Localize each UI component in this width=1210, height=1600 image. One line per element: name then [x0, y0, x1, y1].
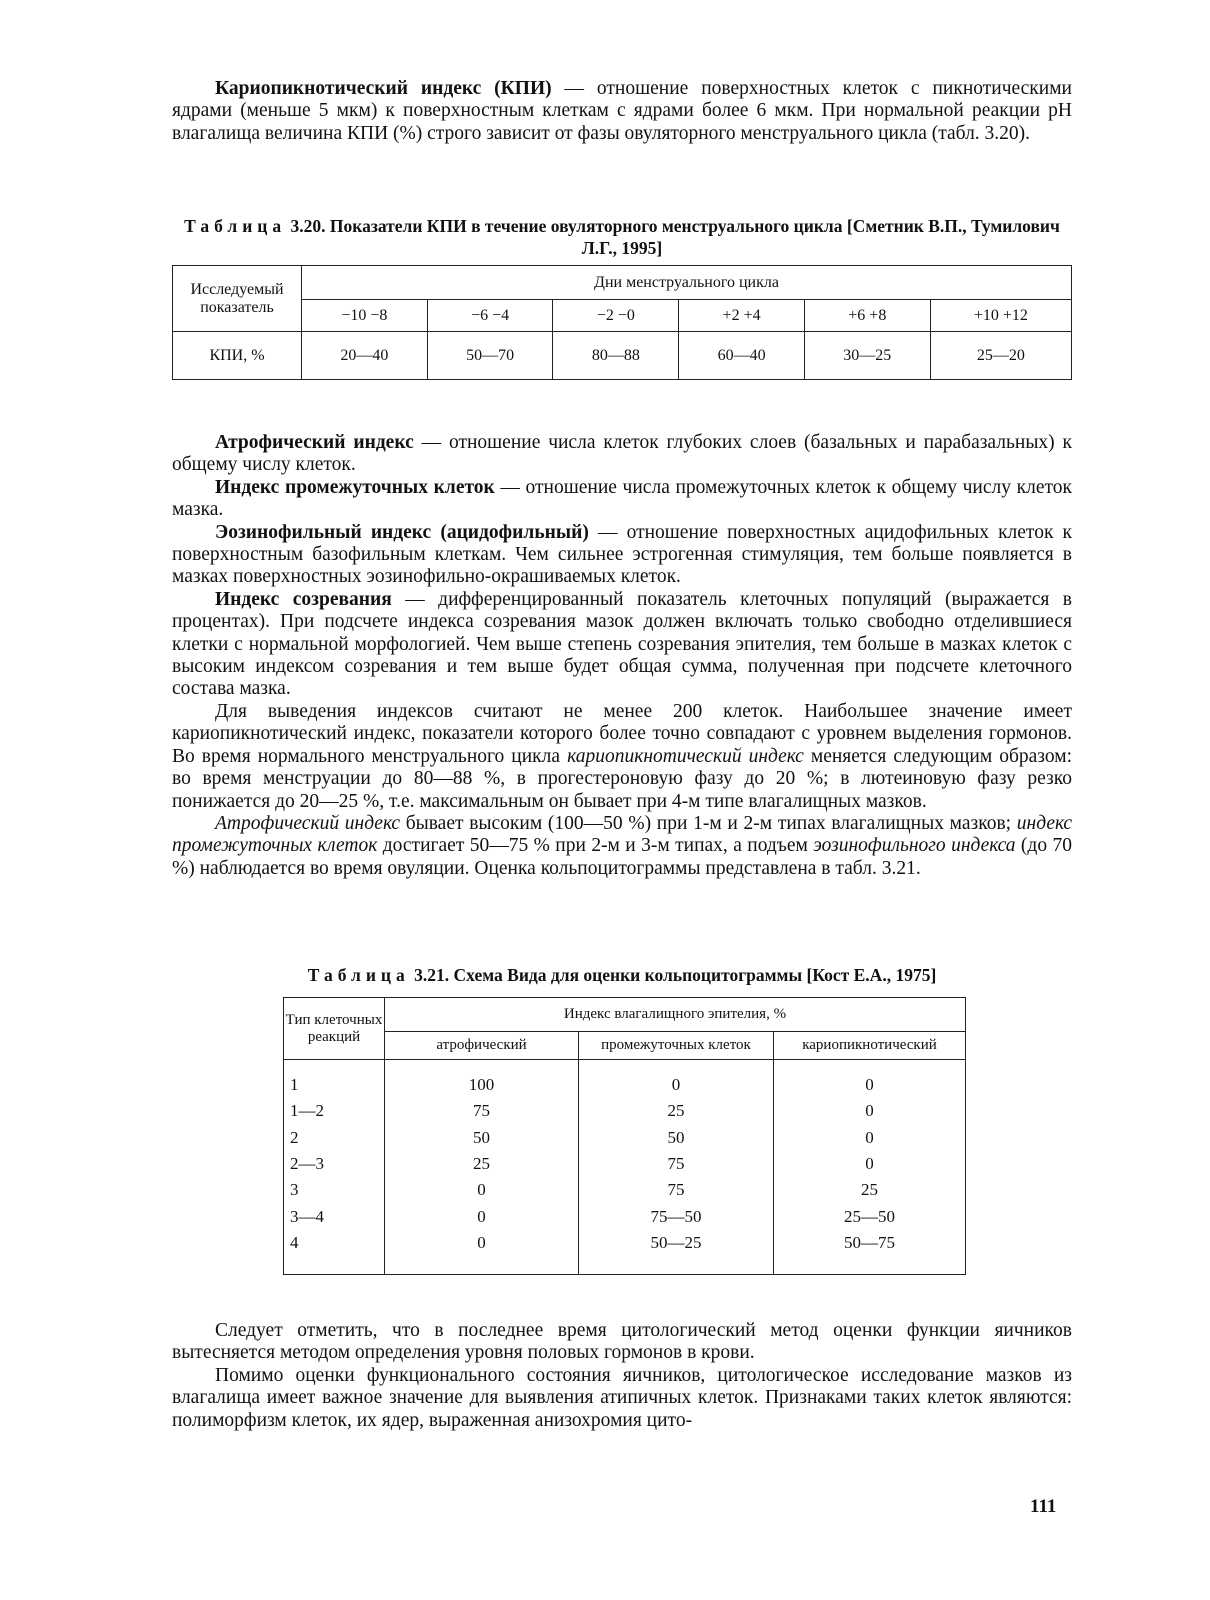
table1-value: 30—25: [804, 332, 930, 380]
paragraph-text: (до 70 %) наблюдается во время овуляции. Оценка кольпоцитограммы представлена в табл. 3.21.: [172, 835, 1073, 879]
table-row: [284, 1098, 966, 1124]
table1-value: 60—40: [679, 332, 805, 380]
table2-cell: 2: [284, 1125, 385, 1151]
closing-section: [172, 1320, 1072, 1432]
paragraph-counting: [172, 701, 1072, 813]
table2-cell: 25: [774, 1177, 966, 1203]
paragraph-text: бывает высоким (100—50 %) при 1-м и 2-м типах влагалищных мазков;: [400, 812, 1017, 834]
table2-cell: 1—2: [284, 1098, 385, 1124]
table2-cell: 75: [385, 1098, 579, 1124]
table2-cell: 25: [385, 1151, 579, 1177]
table2-cell: 100: [385, 1072, 579, 1098]
table2-cell: 3: [284, 1177, 385, 1203]
table2-cell: 50—25: [579, 1230, 774, 1256]
table2-col-header: промежуточных клеток: [579, 1032, 774, 1060]
italic-term: Атрофический индекс: [215, 812, 400, 834]
table1-range: +10 +12: [930, 300, 1071, 332]
table2-cell: 50: [385, 1125, 579, 1151]
table2-cell: 0: [385, 1177, 579, 1203]
table2-cell: 1: [284, 1072, 385, 1098]
paragraph-intermediate: [172, 477, 1072, 522]
table2-caption-text: 3.21. Схема Вида для оценки кольпоцитограммы [Кост Е.А., 1975]: [414, 965, 937, 985]
table1-range: −2 −0: [553, 300, 679, 332]
paragraph-closing-1: Следует отметить, что в последнее время цитологический метод оценки функции яичников вытесняется методом определения уровня половых гормонов в крови.: [172, 1320, 1072, 1364]
table2-cell: 4: [284, 1230, 385, 1256]
table-row: [284, 1151, 966, 1177]
paragraph-text: Для выведения индексов считают не менее 200 клеток. Наибольшее значение имеет кариопикнотический индекс, показатели которого более точно совпадают с уровнем выделения гормонов. Во время нормального менструального цикла: [172, 700, 1072, 767]
table-row: [284, 1072, 966, 1098]
table-row: [284, 1177, 966, 1203]
table2-cell: 50—75: [774, 1230, 966, 1256]
table2-col-header: атрофический: [385, 1032, 579, 1060]
table1-caption-prefix: Таблица: [184, 216, 287, 236]
table-kpi: [172, 265, 1072, 380]
table2-cell: 0: [385, 1230, 579, 1256]
paragraph-text: — отношение числа клеток глубоких слоев (базальных и парабазальных) к общему числу клеток.: [172, 432, 1072, 476]
term-maturation: Индекс созревания: [215, 588, 392, 610]
paragraph-maturation: [172, 589, 1072, 701]
table1-value: 50—70: [427, 332, 553, 380]
table2-cell: 0: [774, 1098, 966, 1124]
intro-text: — отношение поверхностных клеток с пикнотическими ядрами (меньше 5 мкм) к поверхностным клеткам с ядрами более 6 мкм. При нормальной реакции pH влагалища величина КПИ (%) строго зависит от фазы овуляторного менструального цикла (табл. 3.20).: [172, 78, 1072, 144]
table1-caption-text: 3.20. Показатели КПИ в течение овуляторного менструального цикла [Сметник В.П., Тумилович Л.Г., 1995]: [290, 216, 1060, 258]
italic-term: кариопикнотический индекс: [567, 745, 804, 767]
table2-cell: 3—4: [284, 1203, 385, 1229]
table1-row-header: Исследуемый показатель: [173, 266, 302, 332]
table-row: [284, 1125, 966, 1151]
table2-col0-header: Тип клеточных реакций: [284, 998, 385, 1060]
table1-value: 80—88: [553, 332, 679, 380]
table1-range: −10 −8: [302, 300, 428, 332]
table2-cell: 2—3: [284, 1151, 385, 1177]
table2-cell: 0: [579, 1072, 774, 1098]
page-number: 111: [1030, 1496, 1057, 1517]
table2-col-header: кариопикнотический: [774, 1032, 966, 1060]
italic-term: индекс промежуточных клеток: [172, 812, 1073, 857]
term-atrophic: Атрофический индекс: [215, 432, 414, 453]
table2-cell: 0: [385, 1203, 579, 1229]
table1-range: +6 +8: [804, 300, 930, 332]
term-eosinophilic: Эозинофильный индекс (ацидофильный): [215, 521, 589, 543]
table2-caption: [172, 964, 1072, 986]
table-colpocytogram: [283, 997, 966, 1275]
indices-section: [172, 432, 1072, 880]
paragraph-summary: [172, 813, 1072, 880]
table2-cell: 0: [774, 1072, 966, 1098]
table2-cell: 25—50: [774, 1203, 966, 1229]
table1-range: −6 −4: [427, 300, 553, 332]
table-row: [284, 1203, 966, 1229]
italic-term: эозинофильного индекса: [813, 835, 1016, 857]
table1-range: +2 +4: [679, 300, 805, 332]
paragraph-text: — отношение поверхностных ацидофильных клеток к поверхностным базофильным клеткам. Чем сильнее эстрогенная стимуляция, тем больше появляется в мазках поверхностных эозинофильно-окрашиваемых клеток.: [172, 521, 1073, 588]
term-kpi: Кариопикнотический индекс (КПИ): [215, 78, 552, 99]
paragraph-eosinophilic: [172, 522, 1072, 589]
table2-caption-prefix: Таблица: [307, 965, 410, 985]
table2-cell: 75: [579, 1151, 774, 1177]
intro-paragraph: [172, 78, 1072, 145]
table-row: [284, 1230, 966, 1256]
table2-cell: 75: [579, 1177, 774, 1203]
table1-caption: [172, 215, 1072, 259]
paragraph-text: достигает 50—75 % при 2-м и 3-м типах, а подъем: [377, 835, 814, 857]
table2-cell: 25: [579, 1098, 774, 1124]
table2-group-header: Индекс влагалищного эпителия, %: [385, 998, 966, 1032]
table1-value: 25—20: [930, 332, 1071, 380]
table2-cell: 0: [774, 1151, 966, 1177]
table2-cell: 50: [579, 1125, 774, 1151]
paragraph-text: — отношение числа промежуточных клеток к общему числу клеток мазка.: [172, 476, 1072, 521]
table2-cell: 75—50: [579, 1203, 774, 1229]
paragraph-text: — дифференцированный показатель клеточных популяций (выражается в процентах). При подсчете индекса созревания мазок должен включать только свободно отделившиеся клетки с нормальной морфологией. Чем выше степень созревания эпителия, тем больше в мазках клеток с высоким индексом созревания и тем выше будет общая сумма, полученная при подсчете клеточного состава мазка.: [172, 588, 1072, 700]
table1-group-header: Дни менструального цикла: [302, 266, 1072, 300]
paragraph-atrophic: [172, 432, 1072, 477]
paragraph-text: меняется следующим образом: во время менструации до 80—88 %, в прогестероновую фазу до 20 %; в лютеиновую фазу резко понижается до 20—25 %, т.е. максимальным он бывает при 4-м типе влагалищных мазков.: [172, 745, 1072, 812]
table2-cell: 0: [774, 1125, 966, 1151]
paragraph-closing-2: Помимо оценки функционального состояния яичников, цитологическое исследование мазков из влагалища имеет важное значение для выявления атипичных клеток. Признаками таких клеток являются: полиморфизм клеток, их ядер, выраженная анизохромия цито-: [172, 1364, 1072, 1431]
term-intermediate: Индекс промежуточных клеток: [215, 476, 495, 498]
table1-value: 20—40: [302, 332, 428, 380]
table1-row-label: КПИ, %: [173, 332, 302, 380]
